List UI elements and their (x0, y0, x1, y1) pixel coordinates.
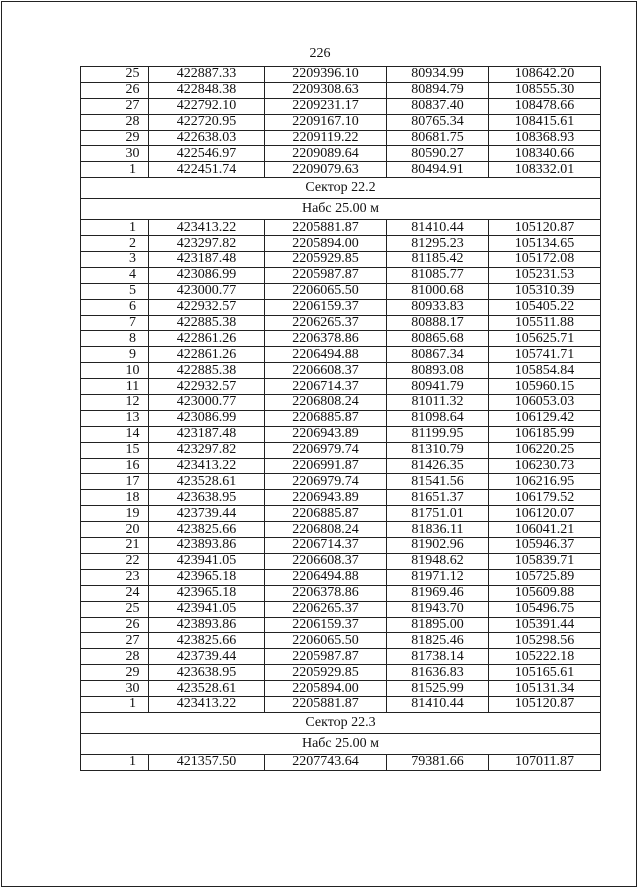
x-local-cell: 81738.14 (387, 649, 489, 665)
x-coordinate-cell: 423000.77 (149, 395, 265, 411)
x-local-cell: 81000.68 (387, 283, 489, 299)
y-local-cell: 105511.88 (489, 315, 601, 331)
table-row (81, 395, 601, 411)
point-number-cell: 1 (81, 696, 149, 712)
y-coordinate-cell: 2205987.87 (265, 649, 387, 665)
x-coordinate-cell: 423297.82 (149, 442, 265, 458)
table-row (81, 633, 601, 649)
point-number-cell: 19 (81, 506, 149, 522)
table-row (81, 426, 601, 442)
y-local-cell: 105946.37 (489, 538, 601, 554)
y-coordinate-cell: 2206159.37 (265, 617, 387, 633)
table-row (81, 458, 601, 474)
y-local-cell: 105854.84 (489, 363, 601, 379)
x-local-cell: 81948.62 (387, 553, 489, 569)
table-row (81, 220, 601, 236)
x-coordinate-cell: 421357.50 (149, 754, 265, 770)
point-number-cell: 7 (81, 315, 149, 331)
x-coordinate-cell: 422792.10 (149, 98, 265, 114)
y-coordinate-cell: 2209167.10 (265, 114, 387, 130)
point-number-cell: 5 (81, 283, 149, 299)
table-row (81, 490, 601, 506)
table-row (81, 474, 601, 490)
table-row (81, 82, 601, 98)
y-coordinate-cell: 2206265.37 (265, 601, 387, 617)
y-local-cell: 105741.71 (489, 347, 601, 363)
point-number-cell: 26 (81, 82, 149, 98)
sector-subtitle: Набс 25.00 м (81, 733, 601, 754)
x-local-cell: 80837.40 (387, 98, 489, 114)
table-row (81, 553, 601, 569)
x-local-cell: 81651.37 (387, 490, 489, 506)
x-coordinate-cell: 422861.26 (149, 347, 265, 363)
sector-header-22-2 (81, 178, 601, 220)
x-local-cell: 80933.83 (387, 299, 489, 315)
y-coordinate-cell: 2206979.74 (265, 442, 387, 458)
x-coordinate-cell: 423893.86 (149, 617, 265, 633)
y-coordinate-cell: 2205929.85 (265, 252, 387, 268)
table-row (81, 252, 601, 268)
y-coordinate-cell: 2206885.87 (265, 410, 387, 426)
y-coordinate-cell: 2206378.86 (265, 331, 387, 347)
y-local-cell: 107011.87 (489, 754, 601, 770)
point-number-cell: 27 (81, 98, 149, 114)
point-number-cell: 28 (81, 114, 149, 130)
table-row (81, 347, 601, 363)
y-local-cell: 105172.08 (489, 252, 601, 268)
table-row (81, 665, 601, 681)
point-number-cell: 13 (81, 410, 149, 426)
y-coordinate-cell: 2206494.88 (265, 569, 387, 585)
point-number-cell: 25 (81, 601, 149, 617)
table-row (81, 522, 601, 538)
point-number-cell: 8 (81, 331, 149, 347)
point-number-cell: 12 (81, 395, 149, 411)
x-coordinate-cell: 423941.05 (149, 601, 265, 617)
y-local-cell: 105405.22 (489, 299, 601, 315)
x-coordinate-cell: 423187.48 (149, 426, 265, 442)
point-number-cell: 29 (81, 130, 149, 146)
y-local-cell: 106185.99 (489, 426, 601, 442)
x-local-cell: 80865.68 (387, 331, 489, 347)
point-number-cell: 17 (81, 474, 149, 490)
sector-title: Сектор 22.2 (81, 178, 601, 199)
table-row (81, 506, 601, 522)
x-local-cell: 81636.83 (387, 665, 489, 681)
point-number-cell: 6 (81, 299, 149, 315)
x-local-cell: 81943.70 (387, 601, 489, 617)
table-row (81, 162, 601, 178)
x-coordinate-cell: 423413.22 (149, 458, 265, 474)
x-coordinate-cell: 422885.38 (149, 315, 265, 331)
x-local-cell: 80590.27 (387, 146, 489, 162)
y-coordinate-cell: 2209308.63 (265, 82, 387, 98)
y-local-cell: 105496.75 (489, 601, 601, 617)
x-coordinate-cell: 423086.99 (149, 267, 265, 283)
x-local-cell: 81410.44 (387, 220, 489, 236)
x-coordinate-cell: 423000.77 (149, 283, 265, 299)
x-local-cell: 81185.42 (387, 252, 489, 268)
x-coordinate-cell: 422451.74 (149, 162, 265, 178)
y-coordinate-cell: 2209231.17 (265, 98, 387, 114)
y-coordinate-cell: 2205987.87 (265, 267, 387, 283)
point-number-cell: 30 (81, 146, 149, 162)
x-coordinate-cell: 423893.86 (149, 538, 265, 554)
point-number-cell: 4 (81, 267, 149, 283)
point-number-cell: 1 (81, 754, 149, 770)
x-local-cell: 81426.35 (387, 458, 489, 474)
x-local-cell: 80941.79 (387, 379, 489, 395)
y-coordinate-cell: 2209079.63 (265, 162, 387, 178)
table-row (81, 696, 601, 712)
y-coordinate-cell: 2206808.24 (265, 522, 387, 538)
table-row (81, 363, 601, 379)
point-number-cell: 29 (81, 665, 149, 681)
x-coordinate-cell: 423965.18 (149, 569, 265, 585)
y-coordinate-cell: 2205894.00 (265, 236, 387, 252)
y-local-cell: 105625.71 (489, 331, 601, 347)
x-local-cell: 81011.32 (387, 395, 489, 411)
table-row (81, 379, 601, 395)
x-local-cell: 81969.46 (387, 585, 489, 601)
y-local-cell: 106220.25 (489, 442, 601, 458)
y-local-cell: 105725.89 (489, 569, 601, 585)
x-local-cell: 80494.91 (387, 162, 489, 178)
x-coordinate-cell: 423086.99 (149, 410, 265, 426)
coordinates-table (80, 66, 601, 771)
y-coordinate-cell: 2206608.37 (265, 363, 387, 379)
table-row (81, 114, 601, 130)
y-coordinate-cell: 2206378.86 (265, 585, 387, 601)
x-coordinate-cell: 422885.38 (149, 363, 265, 379)
table-body-sector-22-2 (81, 220, 601, 713)
table-row (81, 331, 601, 347)
x-coordinate-cell: 423297.82 (149, 236, 265, 252)
sector-subtitle: Набс 25.00 м (81, 199, 601, 220)
y-coordinate-cell: 2209396.10 (265, 67, 387, 83)
point-number-cell: 22 (81, 553, 149, 569)
table-row (81, 754, 601, 770)
table-row (81, 569, 601, 585)
y-coordinate-cell: 2205881.87 (265, 696, 387, 712)
x-coordinate-cell: 423965.18 (149, 585, 265, 601)
y-coordinate-cell: 2206714.37 (265, 538, 387, 554)
x-local-cell: 81971.12 (387, 569, 489, 585)
y-local-cell: 108332.01 (489, 162, 601, 178)
y-coordinate-cell: 2206943.89 (265, 426, 387, 442)
y-coordinate-cell: 2209089.64 (265, 146, 387, 162)
table-body-sector-continued (81, 67, 601, 178)
x-coordinate-cell: 423413.22 (149, 696, 265, 712)
y-coordinate-cell: 2206943.89 (265, 490, 387, 506)
y-coordinate-cell: 2206991.87 (265, 458, 387, 474)
y-coordinate-cell: 2206494.88 (265, 347, 387, 363)
y-coordinate-cell: 2206714.37 (265, 379, 387, 395)
y-local-cell: 105310.39 (489, 283, 601, 299)
point-number-cell: 1 (81, 220, 149, 236)
table-row (81, 67, 601, 83)
table-row (81, 98, 601, 114)
x-coordinate-cell: 423825.66 (149, 633, 265, 649)
x-local-cell: 80681.75 (387, 130, 489, 146)
y-coordinate-cell: 2207743.64 (265, 754, 387, 770)
point-number-cell: 16 (81, 458, 149, 474)
y-coordinate-cell: 2206265.37 (265, 315, 387, 331)
x-coordinate-cell: 422932.57 (149, 299, 265, 315)
y-coordinate-cell: 2206065.50 (265, 283, 387, 299)
x-local-cell: 81541.56 (387, 474, 489, 490)
x-local-cell: 80765.34 (387, 114, 489, 130)
y-local-cell: 105960.15 (489, 379, 601, 395)
table-row (81, 315, 601, 331)
y-coordinate-cell: 2206979.74 (265, 474, 387, 490)
y-local-cell: 106120.07 (489, 506, 601, 522)
y-local-cell: 105609.88 (489, 585, 601, 601)
y-local-cell: 105231.53 (489, 267, 601, 283)
x-local-cell: 81836.11 (387, 522, 489, 538)
table-row (81, 585, 601, 601)
x-coordinate-cell: 422638.03 (149, 130, 265, 146)
y-local-cell: 105165.61 (489, 665, 601, 681)
sector-header-22-3 (81, 712, 601, 754)
table-row (81, 130, 601, 146)
table-row (81, 649, 601, 665)
x-coordinate-cell: 422848.38 (149, 82, 265, 98)
table-row (81, 601, 601, 617)
table-row (81, 146, 601, 162)
y-coordinate-cell: 2206608.37 (265, 553, 387, 569)
y-local-cell: 108368.93 (489, 130, 601, 146)
x-local-cell: 81295.23 (387, 236, 489, 252)
point-number-cell: 27 (81, 633, 149, 649)
point-number-cell: 1 (81, 162, 149, 178)
y-coordinate-cell: 2209119.22 (265, 130, 387, 146)
x-local-cell: 81199.95 (387, 426, 489, 442)
x-coordinate-cell: 423941.05 (149, 553, 265, 569)
x-coordinate-cell: 422932.57 (149, 379, 265, 395)
x-local-cell: 81825.46 (387, 633, 489, 649)
x-coordinate-cell: 423638.95 (149, 490, 265, 506)
x-local-cell: 81751.01 (387, 506, 489, 522)
x-local-cell: 81085.77 (387, 267, 489, 283)
y-coordinate-cell: 2205894.00 (265, 681, 387, 697)
point-number-cell: 14 (81, 426, 149, 442)
x-coordinate-cell: 423413.22 (149, 220, 265, 236)
page-number: 226 (309, 46, 331, 61)
point-number-cell: 9 (81, 347, 149, 363)
table-row (81, 442, 601, 458)
x-local-cell: 80867.34 (387, 347, 489, 363)
y-local-cell: 105298.56 (489, 633, 601, 649)
table-row (81, 617, 601, 633)
x-coordinate-cell: 422546.97 (149, 146, 265, 162)
y-local-cell: 105120.87 (489, 220, 601, 236)
y-local-cell: 106216.95 (489, 474, 601, 490)
y-coordinate-cell: 2205929.85 (265, 665, 387, 681)
y-local-cell: 108555.30 (489, 82, 601, 98)
y-local-cell: 106053.03 (489, 395, 601, 411)
point-number-cell: 20 (81, 522, 149, 538)
point-number-cell: 28 (81, 649, 149, 665)
point-number-cell: 3 (81, 252, 149, 268)
y-coordinate-cell: 2206159.37 (265, 299, 387, 315)
table-row (81, 267, 601, 283)
y-local-cell: 105120.87 (489, 696, 601, 712)
x-local-cell: 80888.17 (387, 315, 489, 331)
x-coordinate-cell: 422861.26 (149, 331, 265, 347)
point-number-cell: 10 (81, 363, 149, 379)
y-local-cell: 108340.66 (489, 146, 601, 162)
y-local-cell: 108642.20 (489, 67, 601, 83)
sector-title: Сектор 22.3 (81, 712, 601, 733)
y-local-cell: 108415.61 (489, 114, 601, 130)
table-row (81, 236, 601, 252)
x-local-cell: 81410.44 (387, 696, 489, 712)
y-local-cell: 105134.65 (489, 236, 601, 252)
x-local-cell: 80894.79 (387, 82, 489, 98)
y-local-cell: 105131.34 (489, 681, 601, 697)
table-row (81, 283, 601, 299)
x-local-cell: 79381.66 (387, 754, 489, 770)
table-row (81, 299, 601, 315)
x-local-cell: 81310.79 (387, 442, 489, 458)
y-local-cell: 106230.73 (489, 458, 601, 474)
point-number-cell: 25 (81, 67, 149, 83)
x-local-cell: 81525.99 (387, 681, 489, 697)
point-number-cell: 23 (81, 569, 149, 585)
x-local-cell: 80893.08 (387, 363, 489, 379)
x-local-cell: 81902.96 (387, 538, 489, 554)
x-coordinate-cell: 423528.61 (149, 474, 265, 490)
y-local-cell: 106179.52 (489, 490, 601, 506)
point-number-cell: 18 (81, 490, 149, 506)
x-coordinate-cell: 423739.44 (149, 506, 265, 522)
x-coordinate-cell: 423825.66 (149, 522, 265, 538)
x-coordinate-cell: 422720.95 (149, 114, 265, 130)
y-local-cell: 108478.66 (489, 98, 601, 114)
point-number-cell: 2 (81, 236, 149, 252)
table-row (81, 410, 601, 426)
point-number-cell: 15 (81, 442, 149, 458)
y-local-cell: 105222.18 (489, 649, 601, 665)
y-coordinate-cell: 2206065.50 (265, 633, 387, 649)
table-body-sector-22-3 (81, 754, 601, 770)
y-local-cell: 105839.71 (489, 553, 601, 569)
y-coordinate-cell: 2206808.24 (265, 395, 387, 411)
point-number-cell: 24 (81, 585, 149, 601)
table-row (81, 681, 601, 697)
x-coordinate-cell: 422887.33 (149, 67, 265, 83)
x-coordinate-cell: 423528.61 (149, 681, 265, 697)
point-number-cell: 30 (81, 681, 149, 697)
y-coordinate-cell: 2205881.87 (265, 220, 387, 236)
y-local-cell: 105391.44 (489, 617, 601, 633)
x-local-cell: 81895.00 (387, 617, 489, 633)
y-local-cell: 106041.21 (489, 522, 601, 538)
x-local-cell: 81098.64 (387, 410, 489, 426)
point-number-cell: 11 (81, 379, 149, 395)
point-number-cell: 21 (81, 538, 149, 554)
x-local-cell: 80934.99 (387, 67, 489, 83)
table-row (81, 538, 601, 554)
x-coordinate-cell: 423739.44 (149, 649, 265, 665)
point-number-cell: 26 (81, 617, 149, 633)
y-coordinate-cell: 2206885.87 (265, 506, 387, 522)
x-coordinate-cell: 423638.95 (149, 665, 265, 681)
y-local-cell: 106129.42 (489, 410, 601, 426)
x-coordinate-cell: 423187.48 (149, 252, 265, 268)
